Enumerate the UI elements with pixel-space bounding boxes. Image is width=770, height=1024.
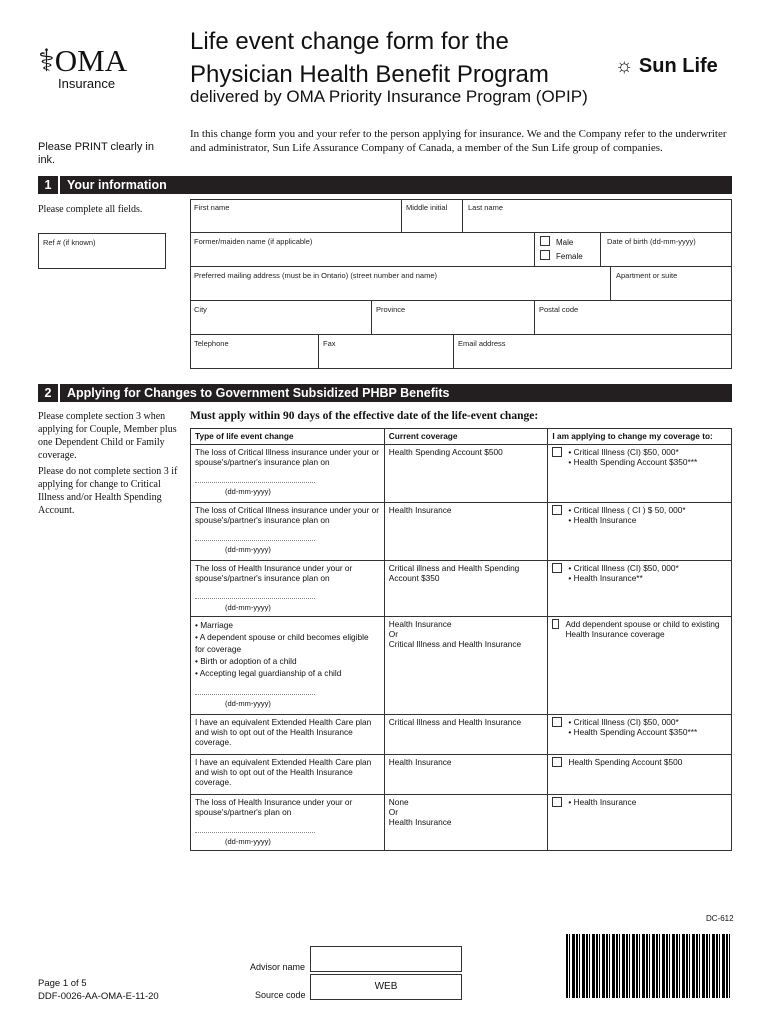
sex-options (540, 236, 583, 264)
event-type: • Birth or adoption of a child (195, 656, 297, 666)
current-coverage: Critical Illness and Health Insurance (384, 715, 548, 755)
source-code-value: WEB (374, 981, 398, 992)
section-title: Your information (67, 178, 167, 192)
event-type-list (195, 619, 380, 679)
life-event-table (190, 428, 732, 851)
male-label: Male (556, 238, 574, 247)
address-label: Preferred mailing address (must be in Ontario) (street number and name) (194, 271, 438, 280)
page-footer (38, 977, 159, 1003)
sunlife-logo (615, 55, 718, 78)
title-line-2: Physician Health Benefit Program (190, 61, 549, 88)
section-number: 1 (38, 176, 60, 194)
date-label: (dd-mm-yyyy) (225, 837, 271, 846)
sun-icon: ☼ (615, 55, 634, 77)
option-text: • Critical Illness (CI) $50, 000* (568, 447, 679, 457)
date-field[interactable] (225, 535, 380, 554)
option-text: • Critical Illness (CI) $50, 000* (568, 717, 679, 727)
ref-label: Ref # (if known) (43, 238, 96, 247)
option-checkbox[interactable] (552, 563, 562, 573)
intro-text: In this change form you and your refer to the person applying for insurance. We and the Company refer to the underwriter and administrator, Sun Life Assurance Company of Canada, a member of the Sun Life group of companies. (190, 128, 727, 154)
email-label: Email address (458, 339, 506, 348)
form-subtitle: delivered by OMA Priority Insurance Program (OPIP) (190, 87, 588, 106)
email-field[interactable] (454, 335, 732, 369)
section-1-header (38, 176, 732, 194)
advisor-name-field[interactable] (310, 946, 462, 972)
form-code: DC-612 (706, 914, 734, 923)
ref-field[interactable] (38, 233, 166, 269)
female-option[interactable] (540, 250, 583, 264)
current-coverage: Critical illness and Health Spending Account $350 (384, 561, 548, 617)
option-text: Health Spending Account $500 (568, 757, 683, 767)
telephone-label: Telephone (194, 339, 229, 348)
option-text: • Critical Illness (CI) $50, 000* (568, 563, 679, 573)
table-row (191, 561, 732, 617)
caduceus-icon: ⚕ (38, 43, 55, 78)
date-label: (dd-mm-yyyy) (225, 603, 271, 612)
table-row (191, 617, 732, 715)
oma-logo-text: OMA (54, 43, 128, 78)
oma-logo-sub: Insurance (58, 76, 116, 91)
option-row[interactable] (552, 563, 727, 583)
option-text: Add dependent spouse or child to existing Health Insurance coverage (565, 619, 720, 639)
former-name-label: Former/maiden name (if applicable) (194, 237, 313, 246)
event-type: The loss of Critical Illness insurance under your or spouse's/partner's insurance plan on (195, 447, 379, 467)
option-row[interactable] (552, 447, 727, 467)
first-name-field[interactable] (190, 199, 402, 233)
current-coverage: Health Insurance (384, 503, 548, 561)
deadline-note: Must apply within 90 days of the effective date of the life-event change: (190, 410, 539, 422)
date-field[interactable] (225, 827, 380, 846)
advisor-name-label: Advisor name (250, 962, 306, 972)
postal-field[interactable] (535, 301, 732, 335)
current-coverage: Health Insurance (384, 755, 548, 795)
section-2-note-2: Please do not complete section 3 if applying for change to Critical Illness and/or Health Spending Account. (38, 466, 178, 516)
option-row[interactable] (552, 797, 727, 807)
page-number: Page 1 of 5 (38, 978, 87, 989)
column-header: Current coverage (384, 429, 548, 445)
former-name-field[interactable] (190, 233, 535, 267)
date-label: (dd-mm-yyyy) (225, 699, 271, 708)
option-checkbox[interactable] (552, 717, 562, 727)
middle-initial-field[interactable] (401, 199, 463, 233)
section-number: 2 (38, 384, 60, 402)
apt-field[interactable] (611, 267, 732, 301)
section-1-note: Please complete all fields. (38, 204, 143, 215)
middle-initial-label: Middle initial (406, 203, 448, 212)
option-checkbox[interactable] (552, 447, 562, 457)
province-label: Province (376, 305, 406, 314)
event-type: The loss of Critical Illness insurance under your or spouse's/partner's insurance plan on (195, 505, 379, 525)
first-name-label: First name (194, 203, 230, 212)
male-checkbox[interactable] (540, 236, 550, 246)
male-option[interactable] (540, 236, 583, 250)
barcode (566, 934, 732, 998)
option-text: • Health Spending Account $350*** (568, 457, 698, 467)
date-label: (dd-mm-yyyy) (225, 487, 271, 496)
dob-label: Date of birth (dd-mm-yyyy) (607, 237, 696, 246)
section-2-notes (38, 410, 178, 517)
event-type: I have an equivalent Extended Health Care plan and wish to opt out of the Health Insurance coverage. (191, 755, 385, 795)
option-row[interactable] (552, 505, 727, 525)
date-label: (dd-mm-yyyy) (225, 545, 271, 554)
option-checkbox[interactable] (552, 757, 562, 767)
option-row[interactable] (552, 619, 727, 639)
sunlife-logo-text: Sun Life (638, 55, 718, 77)
table-row (191, 503, 732, 561)
document-number: DDF-0026-AA-OMA-E-11-20 (38, 991, 159, 1002)
option-text: • Health Insurance (568, 515, 637, 525)
dob-field[interactable] (600, 233, 732, 267)
source-code-field[interactable] (310, 974, 462, 1000)
option-text: • Health Insurance** (568, 573, 643, 583)
print-note: Please PRINT clearly in ink. (38, 141, 154, 166)
female-label: Female (556, 252, 583, 261)
option-checkbox[interactable] (552, 797, 562, 807)
column-header: Type of life event change (191, 429, 385, 445)
option-row[interactable] (552, 717, 727, 737)
section-2-header (38, 384, 732, 402)
fax-label: Fax (323, 339, 336, 348)
address-field[interactable] (190, 267, 611, 301)
female-checkbox[interactable] (540, 250, 550, 260)
column-header: I am applying to change my coverage to: (548, 429, 732, 445)
table-row (191, 715, 732, 755)
option-checkbox[interactable] (552, 505, 562, 515)
event-type: • Marriage (195, 620, 233, 630)
event-type: • A dependent spouse or child becomes eligible for coverage (195, 632, 369, 654)
last-name-field[interactable] (462, 199, 732, 233)
apt-label: Apartment or suite (616, 271, 678, 280)
postal-label: Postal code (539, 305, 579, 314)
current-coverage: Health Insurance Or Critical Illness and Health Insurance (384, 617, 548, 715)
section-title: Applying for Changes to Government Subsidized PHBP Benefits (67, 386, 450, 400)
option-row[interactable] (552, 757, 727, 767)
event-type: The loss of Health Insurance under your or spouse's/partner's plan on (195, 797, 353, 817)
date-field[interactable] (225, 689, 380, 708)
oma-logo (38, 43, 138, 91)
current-coverage: Health Spending Account $500 (384, 445, 548, 503)
table-row (191, 755, 732, 795)
last-name-label: Last name (468, 203, 504, 212)
date-field[interactable] (225, 593, 380, 612)
option-checkbox[interactable] (552, 619, 559, 629)
form-title (190, 25, 549, 91)
option-text: • Critical Illness ( CI ) $ 50, 000* (568, 505, 686, 515)
current-coverage: None Or Health Insurance (384, 795, 548, 851)
option-text: • Health Spending Account $350*** (568, 727, 698, 737)
option-text: • Health Insurance (568, 797, 637, 807)
province-field[interactable] (372, 301, 535, 335)
source-code-label: Source code (255, 990, 306, 1000)
title-line-1: Life event change form for the (190, 28, 509, 55)
section-2-note-1: Please complete section 3 when applying for Couple, Member plus one Dependent Child or Family coverage. (38, 411, 177, 461)
fax-field[interactable] (319, 335, 454, 369)
event-type: The loss of Health Insurance under your or spouse's/partner's insurance plan on (195, 563, 353, 583)
telephone-field[interactable] (190, 335, 319, 369)
table-row (191, 795, 732, 851)
table-row (191, 445, 732, 503)
date-field[interactable] (225, 477, 380, 496)
event-type: • Accepting legal guardianship of a child (195, 668, 342, 678)
city-field[interactable] (190, 301, 372, 335)
event-type: I have an equivalent Extended Health Care plan and wish to opt out of the Health Insurance coverage. (191, 715, 385, 755)
table-header-row (191, 429, 732, 445)
city-label: City (194, 305, 207, 314)
